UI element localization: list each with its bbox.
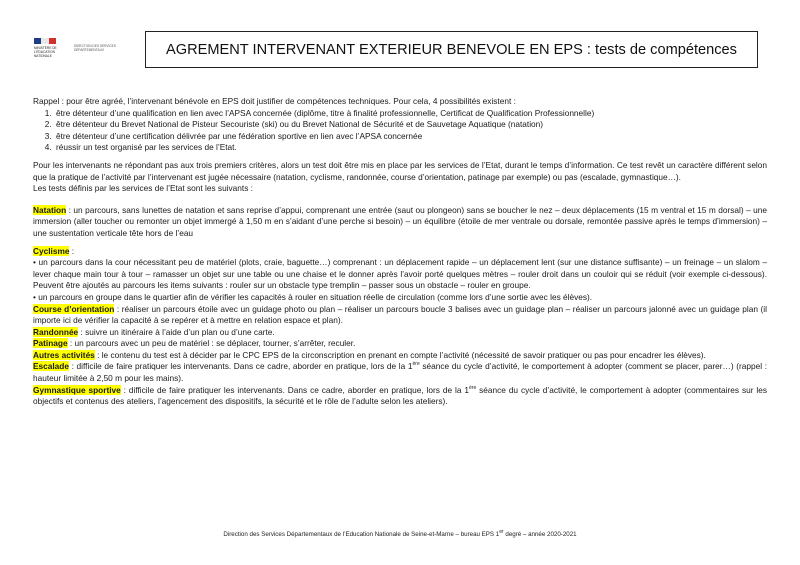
logo-ministry-text: MINISTÈRE DE L'ÉDUCATION NATIONALE — [34, 46, 57, 58]
document-title: AGREMENT INTERVENANT EXTERIEUR BENEVOLE EN EPS : tests de compétences — [145, 31, 758, 68]
page-footer — [0, 528, 800, 538]
section-escalade — [33, 361, 767, 384]
escalade-text-1: : difficile de faire pratiquer les intervenants. Dans ce cadre, aborder en pratique, lors de la 1 — [68, 361, 413, 372]
patinage-label: Patinage — [33, 338, 68, 349]
document-body — [33, 96, 767, 408]
context-paragraph: Pour les intervenants ne répondant pas aux trois premiers critères, alors un test doit être mis en place par les services de l’Etat, durant le temps d’information. Ce test revêt un caractère différent selon que la pratique de l’activité par l’intervenant est jugée nécessaire (natation, cyclisme, randonnée, course d’orientation, patinage par exemple) ou pas (escalade, gymnastique…). — [33, 159, 767, 182]
possibility-item: 1. être détenteur d’une qualification en lien avec l’APSA concernée (diplôme, titre à finalité professionnelle, Certificat de Qualification Professionnelle) — [54, 108, 767, 120]
randonnee-text: : suivre un itinéraire à l’aide d’un plan ou d’une carte. — [78, 326, 275, 337]
gym-text-2: séance du cycle d’activité, le comportement à adopter (commentaires sur les objectifs et contenus des ateliers, l’agencement des dispositifs, la sécurité et le rôle de l’adulte selon les ateliers). — [33, 384, 767, 407]
section-natation — [33, 205, 767, 240]
natation-text: : un parcours, sans lunettes de natation et sans reprise d’appui, comprenant une entrée (saut ou plongeon) sans se boucher le nez – deux déplacements (15 m ventral et 15 m dorsal) – une immersion (aller toucher ou remonter un objet immergé à 1,50 m en s’aidant d’une perche si besoin) – un équilibre (étoile de mer ventrale ou dorsale, remontée passive après le temps d’immersion) – une sustentation verticale tête hors de l’eau — [33, 204, 767, 238]
marianne-logo — [34, 38, 124, 66]
escalade-sup: ère — [412, 361, 420, 368]
autres-text: : le contenu du test est à décider par le CPC EPS de la circonscription en prenant en compte l’activité (nécessité de savoir pratiquer ou pas pour encadrer les élèves). — [94, 349, 706, 360]
possibility-item: 4. réussir un test organisé par les services de l’Etat. — [54, 142, 767, 154]
natation-label: Natation — [33, 204, 67, 215]
section-orientation — [33, 304, 767, 327]
gym-label: Gymnastique sportive — [33, 384, 121, 395]
cyclisme-bullet-1: • un parcours dans la cour nécessitant peu de matériel (plots, craie, baguette…) comprenant : un déplacement rapide – un déplacement lent (sur une distance suffisante) – un freinage – un slalom – lever chaque main tour à tour – ramasser un objet sur une table ou une chaise et le donner après l’avoir porté quelques mètres – rouler droit dans un couloir qui se réduit (voir exemple ci-dessous). Peuvent être ajoutés au parcours les items suivants : rouler sur un obstacle type tremplin – passer sous un obstacle – rouler en groupe. — [33, 257, 767, 291]
logo-direction-text: DIRECTION DES SERVICES DÉPARTEMENTAUX — [74, 44, 116, 52]
footer-text-2: degré – année 2020-2021 — [503, 531, 577, 538]
orientation-label: Course d’orientation — [33, 303, 115, 314]
escalade-label: Escalade — [33, 361, 69, 372]
gym-text-1: : difficile de faire pratiquer les intervenants. Dans ce cadre, aborder en pratique, lors de la 1 — [120, 384, 469, 395]
cyclisme-bullet-2: • un parcours en groupe dans le quartier afin de vérifier les capacités à rouler en situation réelle de circulation (comme lors d’une sortie avec les élèves). — [33, 291, 593, 302]
autres-label: Autres activités — [33, 349, 95, 360]
intro-paragraph: Rappel : pour être agréé, l’intervenant bénévole en EPS doit justifier de compétences techniques. Pour cela, 4 possibilités existent : — [33, 96, 516, 106]
section-randonnee — [33, 327, 767, 339]
cyclisme-label: Cyclisme — [33, 245, 70, 256]
section-autres — [33, 350, 767, 362]
cyclisme-suffix: : — [69, 245, 75, 256]
randonnee-label: Randonnée — [33, 326, 79, 337]
orientation-text: : réaliser un parcours étoile avec un guidage photo ou plan – réaliser un parcours boucle 3 balises avec un guidage plan – réaliser un parcours jalonné avec un guidage plan (il importe ici de vérifier la capacité à se repérer et à mettre en relation espace et plan). — [33, 303, 767, 326]
patinage-text: : un parcours avec un peu de matériel : se déplacer, tourner, s’arrêter, reculer. — [67, 338, 356, 349]
footer-text-1: Direction des Services Départementaux de l’Education Nationale de Seine-et-Marne – bureau EPS 1 — [223, 531, 500, 538]
french-flag-icon — [34, 38, 56, 44]
tests-intro: Les tests définis par les services de l’Etat sont les suivants : — [33, 183, 253, 194]
possibility-item: 2. être détenteur du Brevet National de Pisteur Secouriste (ski) ou du Brevet National de Sécurité et de Sauvetage Aquatique (natation) — [54, 119, 767, 131]
section-gym — [33, 385, 767, 408]
escalade-text-2: séance du cycle d’activité, le comportement à adopter (comment se placer, parer…) (rappel : hauteur limitée à 2,50 m pour les mains). — [33, 361, 768, 384]
section-patinage — [33, 338, 767, 350]
possibilities-list — [33, 108, 767, 154]
section-cyclisme — [33, 246, 767, 304]
possibility-item: 3. être détenteur d’une certification délivrée par une fédération sportive en lien avec l’APSA concernée — [54, 131, 767, 143]
footer-sup: er — [499, 528, 504, 535]
gym-sup: ère — [469, 384, 477, 391]
